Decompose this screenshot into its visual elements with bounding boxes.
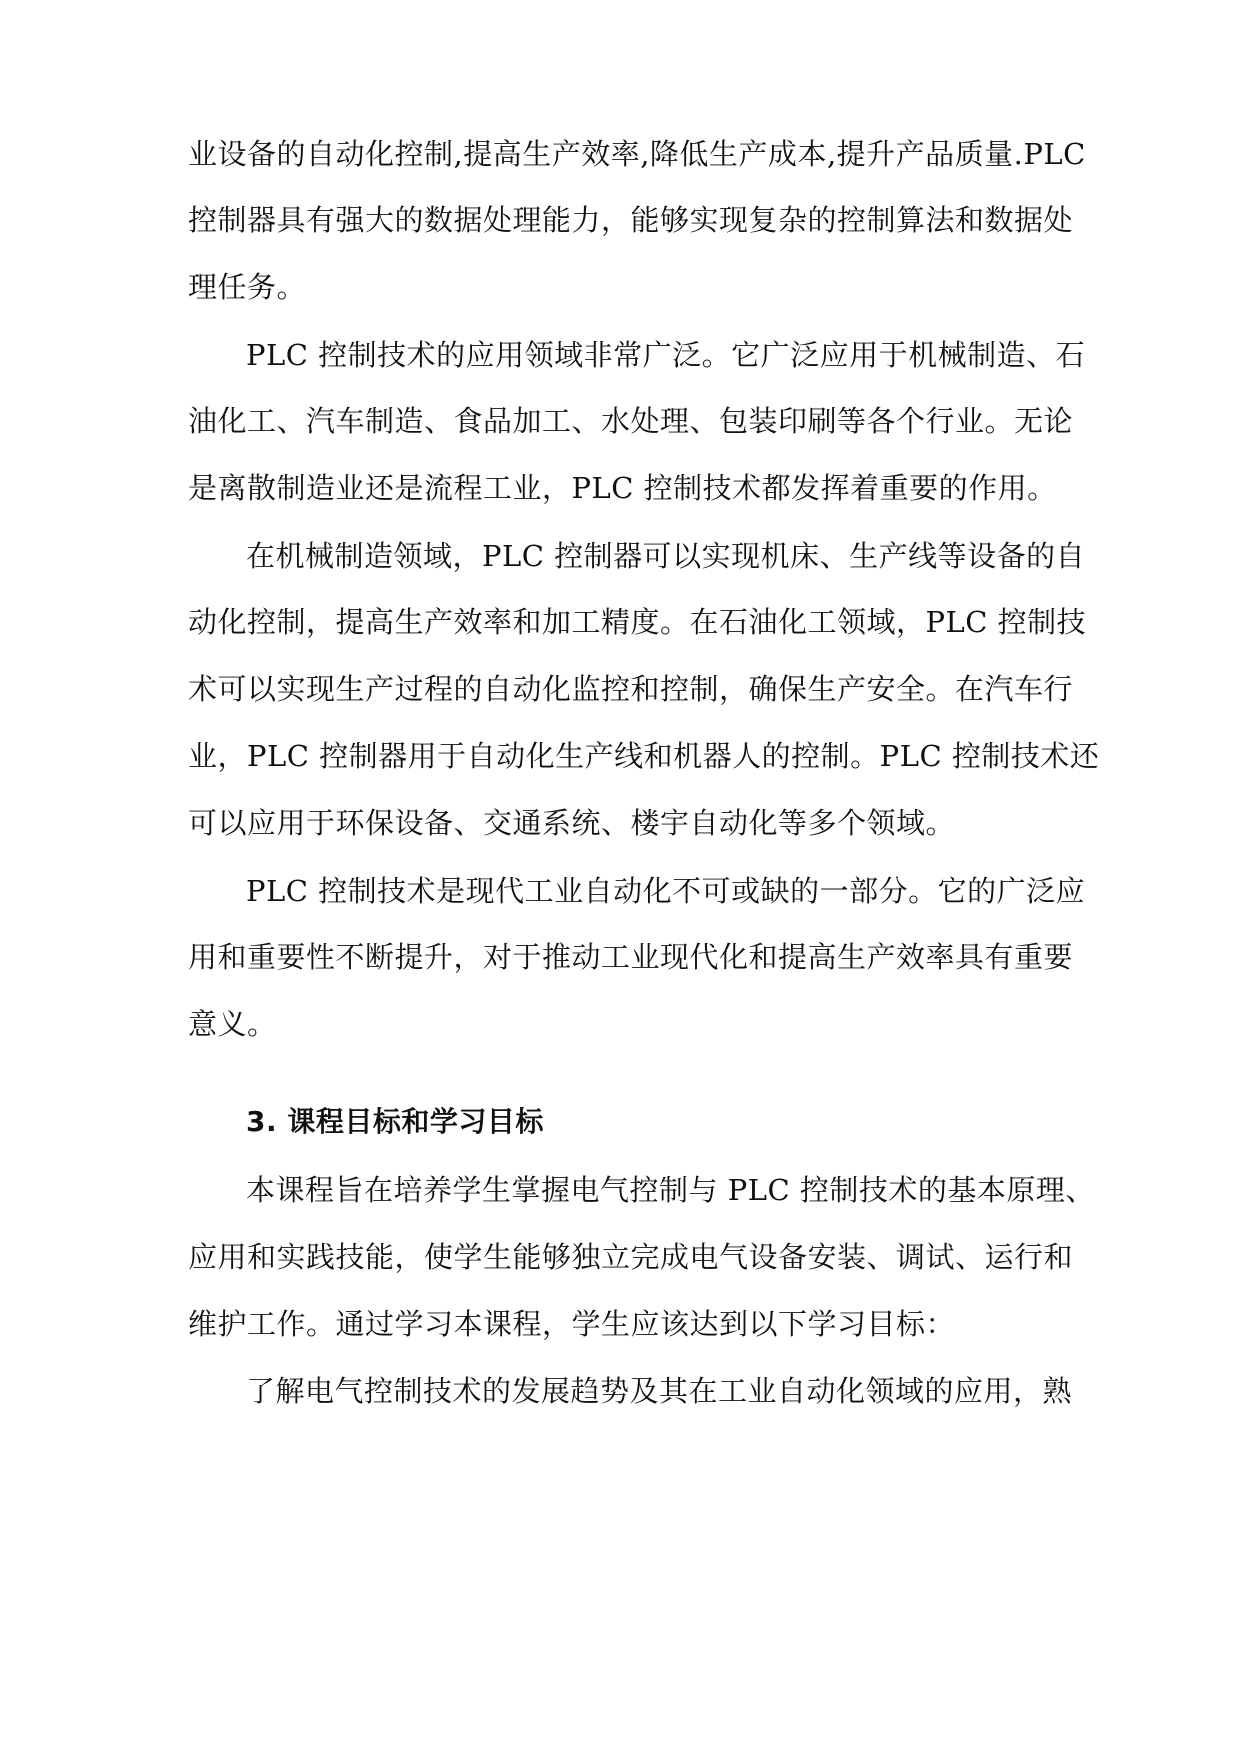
- paragraph-4-line-1: PLC 控制技术是现代工业自动化不可或缺的一部分。它的广泛应: [246, 874, 1086, 908]
- paragraph-3-line-5: 可以应用于环保设备、交通系统、楼宇自动化等多个领域。: [188, 806, 956, 840]
- paragraph-1-line-1: 业设备的自动化控制,提高生产效率,降低生产成本,提升产品质量.PLC: [188, 137, 1086, 171]
- paragraph-1-line-2: 控制器具有强大的数据处理能力，能够实现复杂的控制算法和数据处: [188, 203, 1074, 237]
- section-paragraph-1-line-1: 本课程旨在培养学生掌握电气控制与 PLC 控制技术的基本原理、: [246, 1173, 1095, 1207]
- paragraph-2-line-1: PLC 控制技术的应用领域非常广泛。它广泛应用于机械制造、石: [246, 338, 1086, 372]
- paragraph-4-line-2: 用和重要性不断提升，对于推动工业现代化和提高生产效率具有重要: [188, 940, 1074, 974]
- paragraph-3-line-3: 术可以实现生产过程的自动化监控和控制，确保生产安全。在汽车行: [188, 672, 1074, 706]
- paragraph-3-line-4: 业，PLC 控制器用于自动化生产线和机器人的控制。PLC 控制技术还: [188, 739, 1100, 773]
- section-paragraph-1-line-2: 应用和实践技能，使学生能够独立完成电气设备安装、调试、运行和: [188, 1240, 1074, 1274]
- section-paragraph-1-line-3: 维护工作。通过学习本课程，学生应该达到以下学习目标：: [188, 1307, 956, 1341]
- section-paragraph-2-line-1: 了解电气控制技术的发展趋势及其在工业自动化领域的应用，熟: [246, 1374, 1073, 1408]
- paragraph-2-line-3: 是离散制造业还是流程工业，PLC 控制技术都发挥着重要的作用。: [188, 471, 1057, 505]
- paragraph-4-line-3: 意义。: [188, 1007, 277, 1041]
- paragraph-2-line-2: 油化工、汽车制造、食品加工、水处理、包装印刷等各个行业。无论: [188, 404, 1074, 438]
- paragraph-3-line-1: 在机械制造领域，PLC 控制器可以实现机床、生产线等设备的自: [246, 539, 1086, 573]
- section-heading: 3. 课程目标和学习目标: [246, 1105, 544, 1138]
- paragraph-1-line-3: 理任务。: [188, 270, 307, 304]
- paragraph-3-line-2: 动化控制，提高生产效率和加工精度。在石油化工领域，PLC 控制技: [188, 605, 1087, 639]
